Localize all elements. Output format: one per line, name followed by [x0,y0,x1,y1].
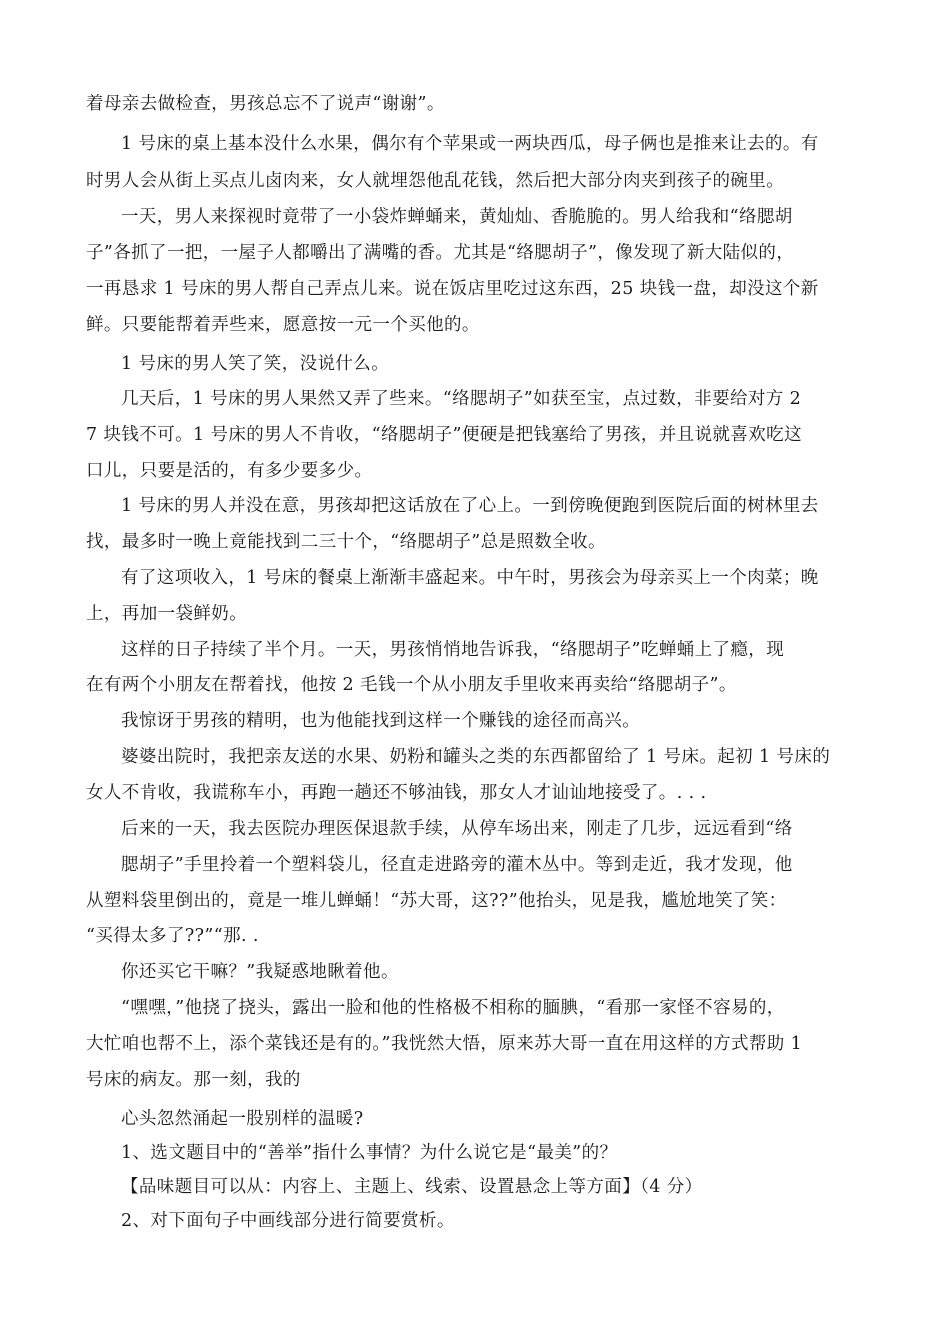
text-line: 这样的日子持续了半个月。一天，男孩悄悄地告诉我，“络腮胡子”吃蝉蛹上了瘾，现 [121,640,785,660]
text-line: 几天后，1 号床的男人果然又弄了些来。“络腮胡子”如获至宝，点过数，非要给对方 2 [121,389,802,409]
text-line: 上，再加一袋鲜奶。 [86,604,248,624]
text-line: 在有两个小朋友在帮着找，他按 2 毛钱一个从小朋友手里收来再卖给“络腮胡子”。 [86,675,737,695]
text-line: 我惊讶于男孩的精明，也为他能找到这样一个赚钱的途径而高兴。 [121,711,641,731]
text-line: 着母亲去做检查，男孩总忘不了说声“谢谢”。 [86,94,445,114]
text-line: 心头忽然涌起一股别样的温暖? [121,1109,364,1129]
text-line: 女人不肯收，我谎称车小，再跑一趟还不够油钱，那女人才讪讪地接受了。. . . [86,783,707,803]
text-line: 7 块钱不可。1 号床的男人不肯收，“络腮胡子”便硬是把钱塞给了男孩，并且说就喜欢吃这 [86,425,802,445]
text-line: 婆婆出院时，我把亲友送的水果、奶粉和罐头之类的东西都留给了 1 号床。起初 1 号床的 [121,747,831,767]
text-line: 有了这项收入，1 号床的餐桌上渐渐丰盛起来。中午时，男孩会为母亲买上一个肉菜；晚 [121,568,819,588]
text-line: 大忙咱也帮不上，添个菜钱还是有的。”我恍然大悟，原来苏大哥一直在用这样的方式帮助 1 [86,1034,803,1054]
text-line: 一天，男人来探视时竟带了一小袋炸蝉蛹来，黄灿灿、香脆脆的。男人给我和“络腮胡 [121,207,793,227]
question-1-hint: 【品味题目可以从：内容上、主题上、线索、设置悬念上等方面】（4 分） [121,1177,703,1197]
question-1: 1、选文题目中的“善举”指什么事情？为什么说它是“最美”的？ [121,1143,618,1163]
text-line: 1 号床的男人并没在意，男孩却把这话放在了心上。一到傍晚便跑到医院后面的树林里去 [121,496,819,516]
text-line: 子”各抓了一把，一屋子人都嚼出了满嘴的香。尤其是“络腮胡子”，像发现了新大陆似的， [86,243,795,263]
text-line: “嘿嘿，”他挠了挠头，露出一脸和他的性格极不相称的腼腆，“看那一家怪不容易的， [121,998,785,1018]
text-line: “买得太多了??”“那. . [86,926,259,946]
text-line: 时男人会从街上买点儿卤肉来，女人就埋怨他乱花钱，然后把大部分肉夹到孩子的碗里。 [86,171,785,191]
question-2: 2、对下面句子中画线部分进行简要赏析。 [121,1211,455,1231]
text-line: 1 号床的男人笑了笑，没说什么。 [121,354,390,374]
text-line: 从塑料袋里倒出的，竟是一堆儿蝉蛹！“苏大哥，这??”他抬头，见是我，尴尬地笑了笑： [86,891,787,911]
text-line: 鲜。只要能帮着弄些来，愿意按一元一个买他的。 [86,315,480,335]
text-line: 腮胡子”手里拎着一个塑料袋儿，径直走进路旁的灌木丛中。等到走近，我才发现，他 [121,855,793,875]
text-line: 你还买它干嘛？”我疑惑地瞅着他。 [121,962,399,982]
text-line: 号床的病友。那一刻，我的 [86,1070,301,1090]
text-line: 1 号床的桌上基本没什么水果，偶尔有个苹果或一两块西瓜，母子俩也是推来让去的。有 [121,134,819,154]
text-line: 一再恳求 1 号床的男人帮自己弄点儿来。说在饭店里吃过这东西，25 块钱一盘，却没这个新 [86,279,819,299]
text-line: 找，最多时一晚上竟能找到二三十个，“络腮胡子”总是照数全收。 [86,532,606,552]
text-line: 后来的一天，我去医院办理医保退款手续，从停车场出来，刚走了几步，远远看到“络 [121,819,793,839]
text-line: 口儿，只要是活的，有多少要多少。 [86,461,373,481]
